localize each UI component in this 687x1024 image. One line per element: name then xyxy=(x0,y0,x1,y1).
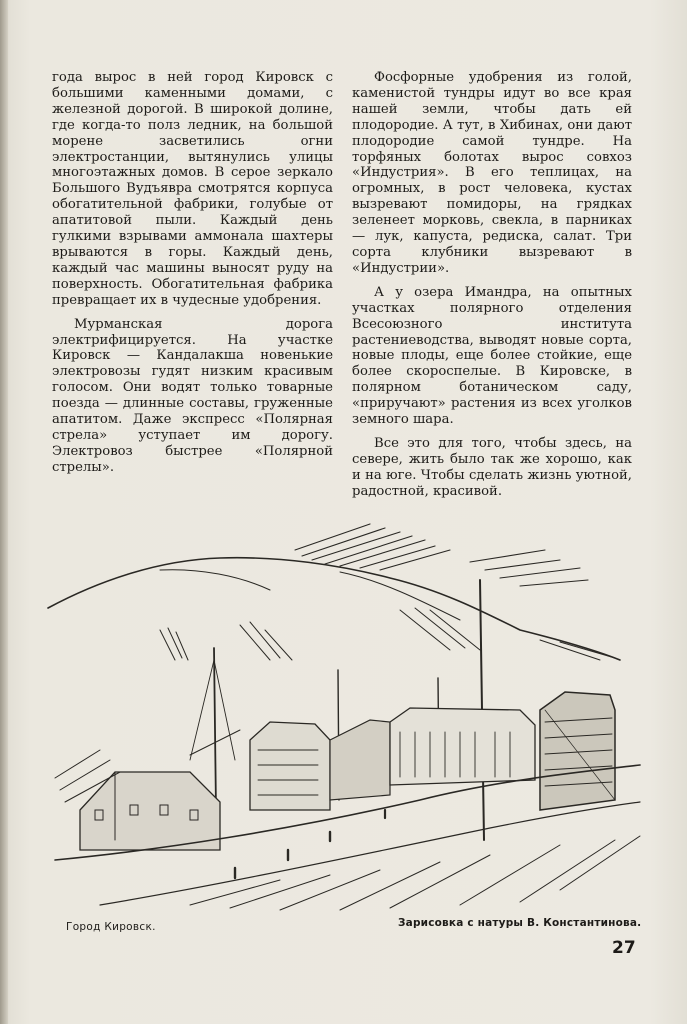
illustration-credit: Зарисовка с натуры В. Константинова. xyxy=(398,917,642,929)
paragraph: Мурманская дорога электрифицируется. На участке Кировск — Кандалакша новенькие электровозы гудят низким красивым голосом. Они водят только товарные поезда — длинные составы, груженные апатитом. Даже экспресс «Полярная стрела» уступает им дорогу. Электровоз быстрее «Полярной стрелы». xyxy=(52,316,333,475)
paragraph: Все это для того, чтобы здесь, на севере, жить было так же хорошо, как и на юге. Чтобы сделать жизнь уютной, радостной, красивой. xyxy=(352,435,632,499)
paragraph: Фосфорные удобрения из голой, каменистой тундры идут во все края нашей земли, чтобы дать ей плодородие. А тут, в Хибинах, они дают плодородие самой тундре. На торфяных болотах вырос совхоз «Индустрия». В его теплицах, на огромных, в рост человека, кустах вызревают помидоры, на грядках зеленеет морковь, свекла, в парниках — лук, капуста, редиска, салат. Три сорта клубники вызревают в «Индустрии». xyxy=(352,70,632,276)
illustration-caption: Город Кировск. xyxy=(66,921,156,933)
page-number: 27 xyxy=(612,938,636,958)
paragraph: А у озера Имандра, на опытных участках полярного отделения Всесоюзного института растениеводства, выводят новые сорта, новые плоды, еще более стойкие, еще более скороспелые. В Кировске, в полярном ботаническом саду, «приручают» растения из всех уголков земного шара. xyxy=(352,284,632,428)
kirovsk-sketch-illustration xyxy=(40,510,645,915)
page-binding-edge xyxy=(0,0,8,1024)
paragraph: года вырос в ней город Кировск с большими каменными домами, с железной дорогой. В широкой долине, где когда-то полз ледник, на большой морене засветились огни электростанции, вытянулись улицы многоэтажных домов. В серое зеркало Большого Вудъявра смотрятся корпуса обогатительной фабрики, голубые от апатитовой пыли. Каждый день гулкими взрывами аммонала шахтеры врываются в горы. Каждый день, каждый час машины выносят руду на поверхность. Обогатительная фабрика превращает их в чудесные удобрения. xyxy=(52,70,333,308)
right-text-column xyxy=(352,70,632,508)
left-text-column xyxy=(52,70,333,484)
